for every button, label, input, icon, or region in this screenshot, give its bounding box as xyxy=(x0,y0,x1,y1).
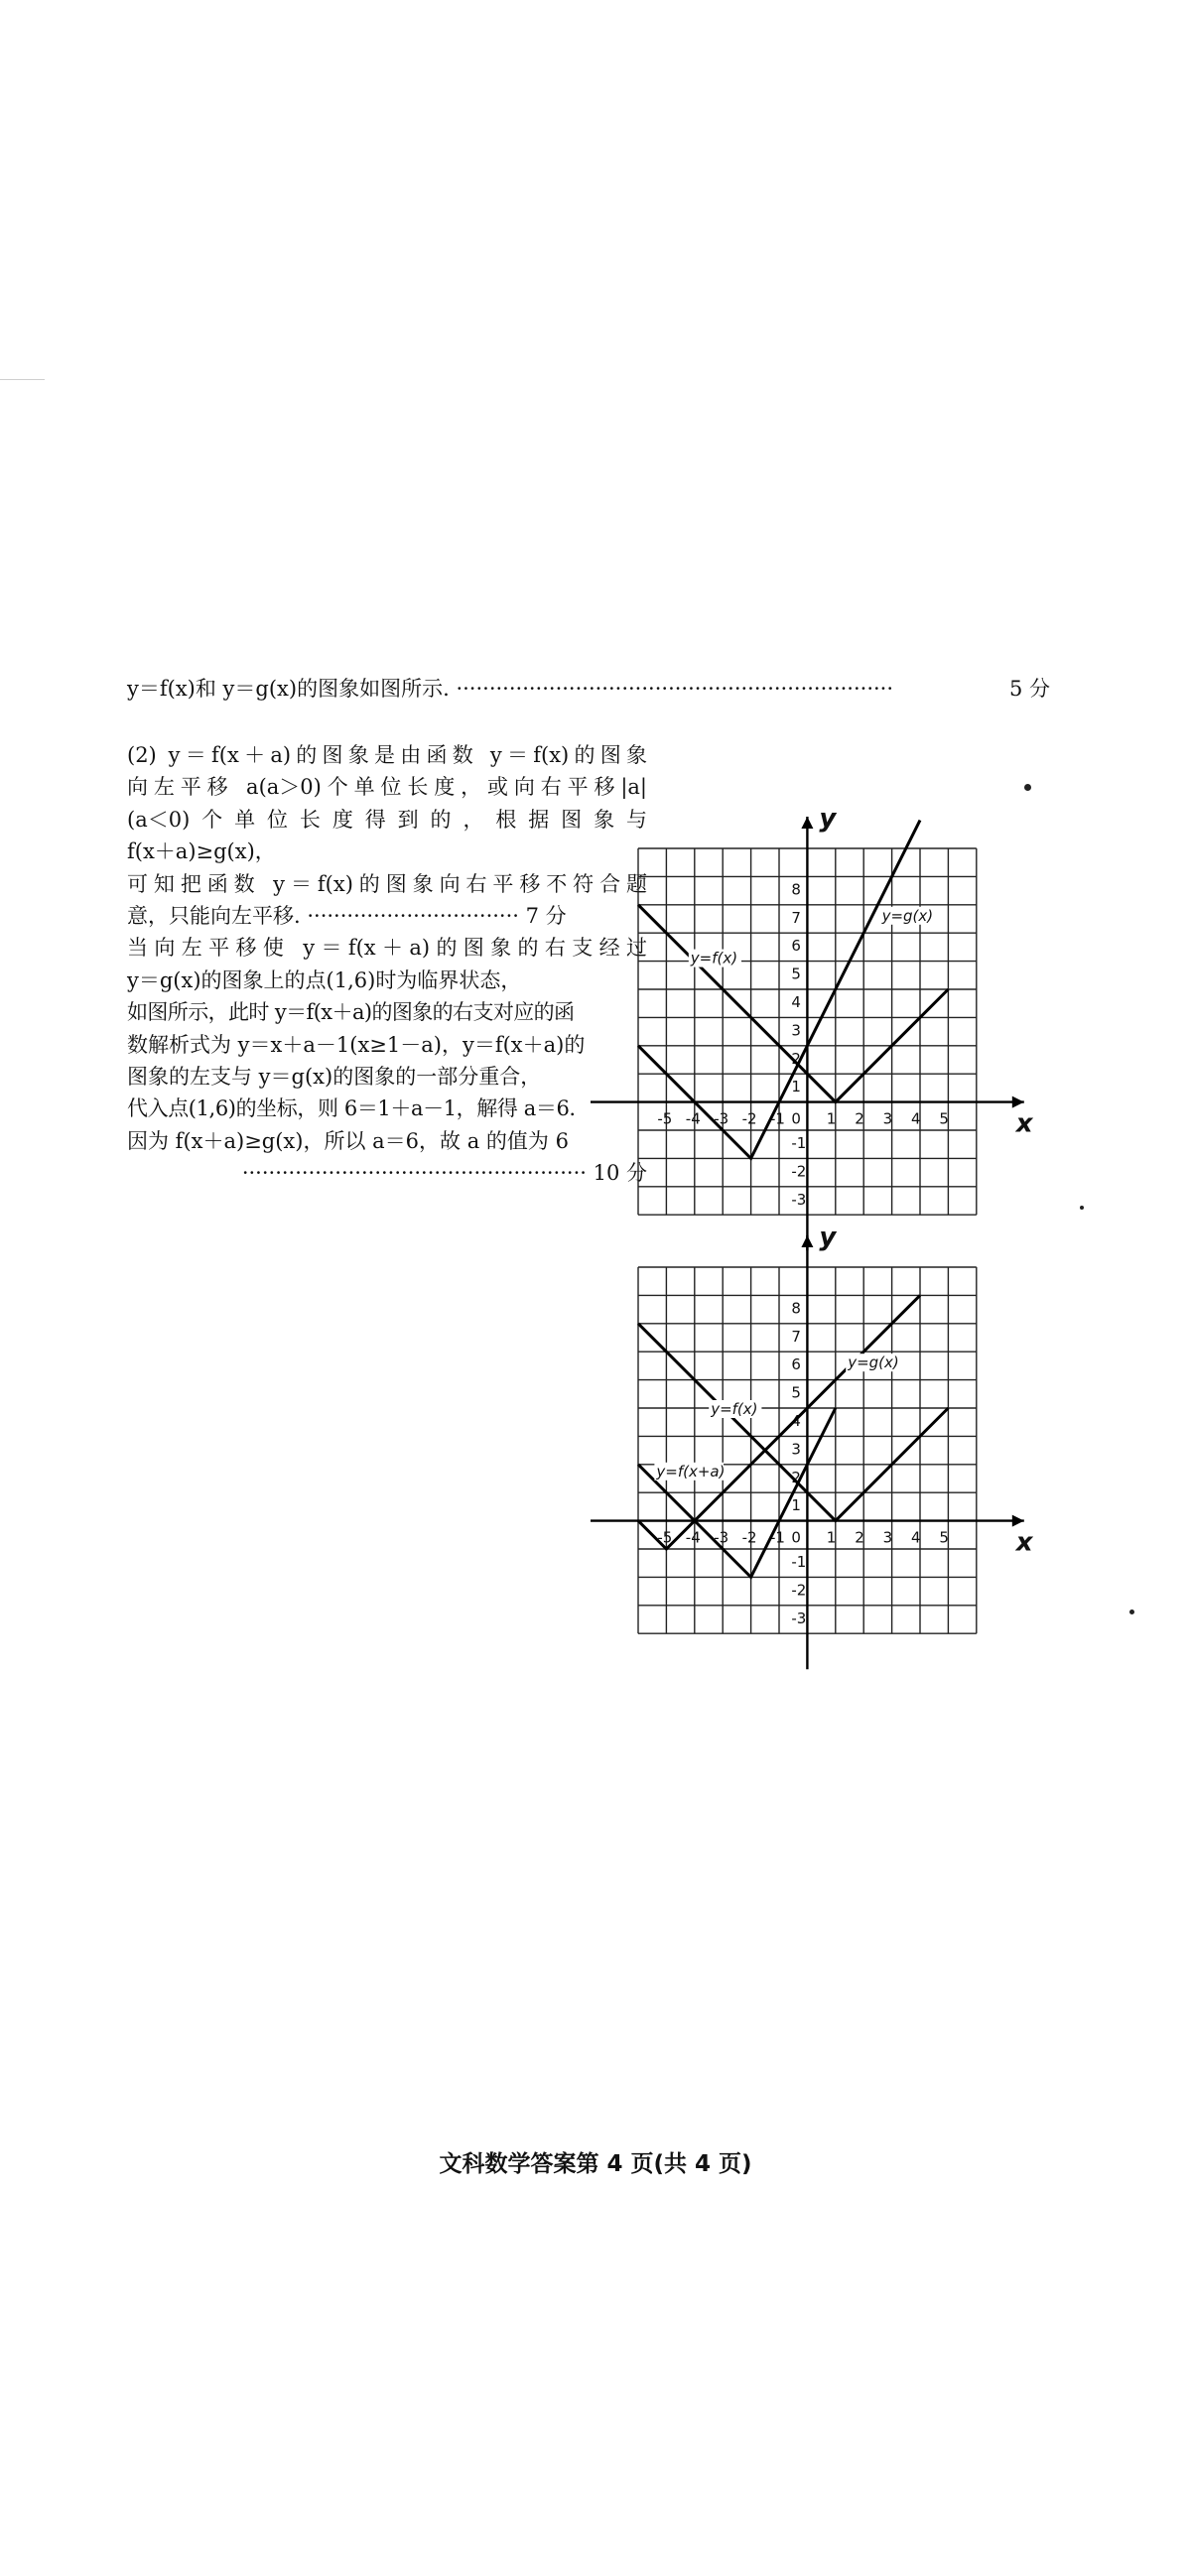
y-tick-label: -1 xyxy=(791,1134,807,1152)
y-tick-label: -3 xyxy=(791,1609,807,1627)
scan-edge-mark xyxy=(0,379,45,380)
page-footer: 文科数学答案第 4 页(共 4 页) xyxy=(439,2151,752,2177)
y-tick-label: 8 xyxy=(791,1299,801,1318)
y-tick-label: 7 xyxy=(791,1327,801,1346)
solution-line: 向左平移 a(a＞0)个单位长度，或向右平移|a| xyxy=(127,775,647,800)
x-tick-label: -3 xyxy=(714,1528,729,1547)
y-tick-label: 8 xyxy=(791,880,801,899)
curve-label: y=f(x) xyxy=(711,1400,758,1418)
solution-line: 可知把函数 y＝f(x)的图象向右平移不符合题 xyxy=(127,871,647,896)
y-tick-label: 2 xyxy=(791,1468,801,1486)
y-tick-label: -2 xyxy=(791,1162,807,1181)
scan-speck xyxy=(1129,1610,1134,1614)
x-tick-label: 1 xyxy=(826,1109,837,1128)
x-tick-label: -4 xyxy=(685,1109,701,1128)
y-tick-label: 3 xyxy=(791,1440,801,1459)
score-line-text: y＝f(x)和 y＝g(x)的图象如图所示. xyxy=(127,677,450,701)
x-tick-label: 4 xyxy=(911,1528,921,1547)
solution-part-2 xyxy=(127,739,647,1189)
solution-line: ···················································· 10 分 xyxy=(241,1161,647,1186)
scan-speck xyxy=(1024,784,1031,791)
y-axis-arrow xyxy=(801,817,813,829)
x-tick-label: 3 xyxy=(882,1528,893,1547)
x-tick-label: 5 xyxy=(939,1109,949,1128)
y-axis-arrow xyxy=(801,1235,813,1247)
solution-line: (a＜0)个单位长度得到的，根据图象与 xyxy=(127,807,647,832)
solution-line: 代入点(1,6)的坐标，则 6＝1＋a－1，解得 a＝6. xyxy=(127,1096,576,1121)
y-tick-label: 3 xyxy=(791,1021,801,1040)
x-tick-label: 2 xyxy=(855,1109,864,1128)
x-tick-label: -1 xyxy=(770,1528,785,1547)
solution-line: 数解析式为 y＝x＋a－1(x≥1－a)，y＝f(x＋a)的 xyxy=(127,1032,586,1057)
x-axis-label: x xyxy=(1015,1108,1033,1139)
x-tick-label: -2 xyxy=(741,1109,757,1128)
score-label: 5 分 xyxy=(1008,677,1050,701)
y-tick-label: 7 xyxy=(791,908,801,927)
solution-line: 因为 f(x＋a)≥g(x)，所以 a＝6，故 a 的值为 6 xyxy=(127,1128,569,1153)
x-tick-label: 3 xyxy=(882,1109,893,1128)
y-tick-label: -2 xyxy=(791,1581,807,1600)
x-tick-label: -5 xyxy=(657,1528,673,1547)
x-tick-label: -5 xyxy=(657,1109,673,1128)
graph-fxa-gx xyxy=(640,1131,1057,1627)
x-tick-label: -3 xyxy=(714,1109,729,1128)
y-tick-label: 4 xyxy=(791,993,801,1011)
solution-line: 意，只能向左平移. ································ 7 分 xyxy=(127,903,567,928)
scan-speck xyxy=(1080,1206,1084,1210)
x-axis-arrow xyxy=(1012,1515,1024,1527)
solution-line: 如图所示，此时 y＝f(x＋a)的图象的右支对应的函 xyxy=(127,1000,575,1025)
y-tick-label: 1 xyxy=(791,1078,801,1096)
solution-line: 图象的左支与 y＝g(x)的图象的一部分重合， xyxy=(127,1064,542,1089)
y-axis-label: y xyxy=(819,1223,837,1252)
curve-label: y=g(x) xyxy=(848,1353,899,1372)
y-tick-label: 6 xyxy=(791,937,801,956)
solution-line: 当向左平移使 y＝f(x＋a)的图象的右支经过 xyxy=(127,936,647,961)
x-tick-label: 4 xyxy=(911,1109,921,1128)
x-tick-label: -4 xyxy=(685,1528,701,1547)
x-tick-label: 1 xyxy=(826,1528,837,1547)
solution-line: y＝g(x)的图象上的点(1,6)时为临界状态， xyxy=(127,967,522,992)
x-tick-label: 5 xyxy=(939,1528,949,1547)
x-tick-label: 2 xyxy=(855,1528,864,1547)
curve-label: y=g(x) xyxy=(881,906,934,925)
y-tick-label: 4 xyxy=(791,1412,801,1430)
x-tick-label: -2 xyxy=(741,1528,757,1547)
origin-label: 0 xyxy=(791,1109,801,1128)
y-tick-label: 5 xyxy=(791,1383,801,1402)
y-tick-label: 5 xyxy=(791,965,801,983)
curve-label: y=f(x+a) xyxy=(656,1462,726,1481)
origin-label: 0 xyxy=(791,1528,801,1547)
curve-label: y=f(x) xyxy=(690,949,738,967)
score-line-5 xyxy=(127,673,1050,705)
y-tick-label: 1 xyxy=(791,1496,801,1515)
solution-line: f(x＋a)≥g(x)， xyxy=(127,839,276,864)
x-axis-arrow xyxy=(1012,1096,1024,1108)
y-tick-label: -1 xyxy=(791,1553,807,1571)
graph-fx-gx xyxy=(640,712,1057,1209)
graph-1-svg xyxy=(640,712,1057,1209)
x-axis-label: x xyxy=(1015,1527,1033,1558)
y-axis-label: y xyxy=(819,804,837,834)
y-tick-label: -3 xyxy=(791,1190,807,1209)
solution-line: (2) y＝f(x＋a)的图象是由函数 y＝f(x)的图象 xyxy=(127,743,647,767)
leader-dots: ·································································· xyxy=(456,677,894,701)
y-tick-label: 6 xyxy=(791,1355,801,1374)
x-tick-label: -1 xyxy=(770,1109,785,1128)
y-tick-label: 2 xyxy=(791,1049,801,1068)
graph-2-svg xyxy=(640,1131,1057,1627)
